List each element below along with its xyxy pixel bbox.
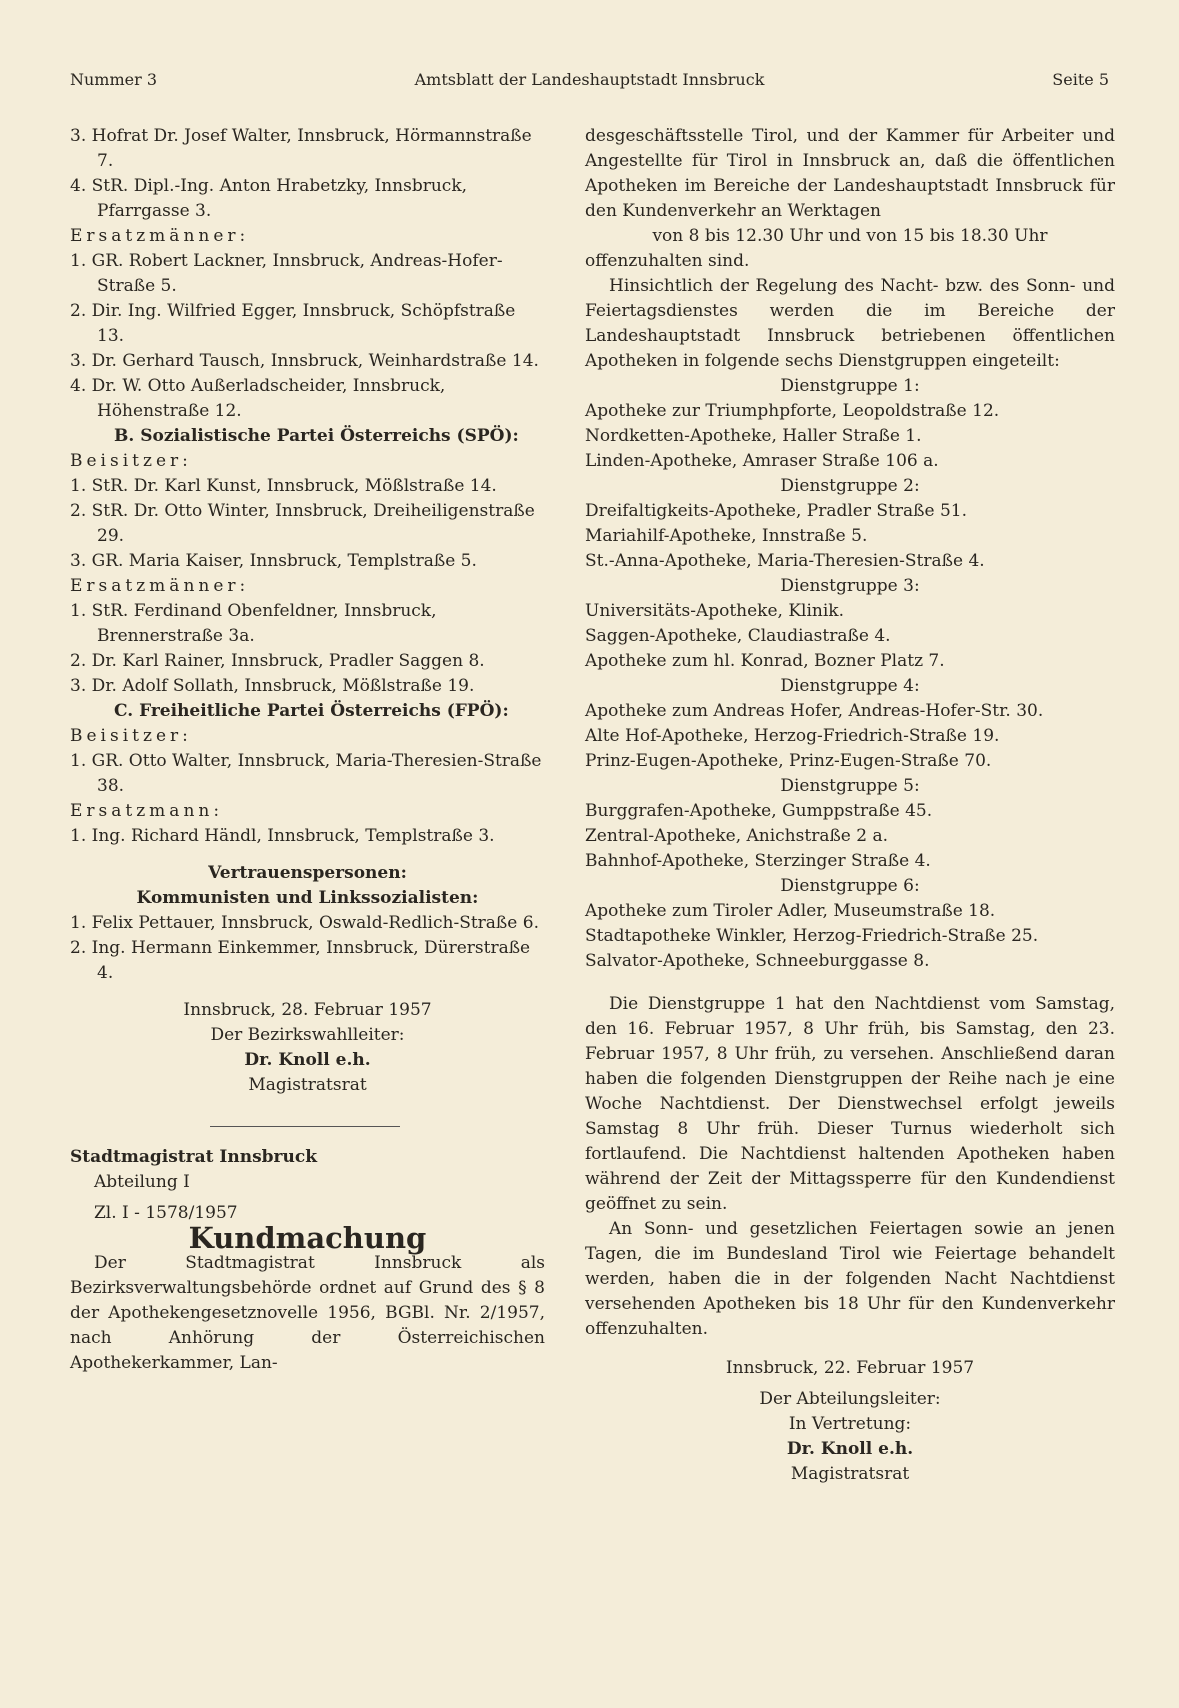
right-column xyxy=(585,124,1115,1487)
publication-title: Amtsblatt der Landeshauptstadt Innsbruck xyxy=(414,70,765,89)
section-label: Ersatzmänner: xyxy=(70,226,250,246)
pharmacy-entry: Saggen-Apotheke, Claudiastraße 4. xyxy=(585,626,891,646)
list-item: 4. StR. Dipl.-Ing. Anton Hrabetzky, Innsbruck, Pfarrgasse 3. xyxy=(70,176,468,221)
left-column xyxy=(70,124,545,1376)
list-item: 1. GR. Otto Walter, Innsbruck, Maria-Theresien-Straße 38. xyxy=(70,751,542,796)
signer-sub: In Vertretung: xyxy=(788,1414,912,1434)
section-label: Beisitzer: xyxy=(70,726,192,746)
party-heading: C. Freiheitliche Partei Österreichs (FPÖ): xyxy=(114,701,509,721)
section-subheading: Kommunisten und Linkssozialisten: xyxy=(136,888,479,908)
group-title: Dienstgruppe 2: xyxy=(780,476,920,496)
office-name: Stadtmagistrat Innsbruck xyxy=(70,1147,317,1167)
service-group-3 xyxy=(585,574,1115,674)
group-title: Dienstgruppe 1: xyxy=(780,376,920,396)
group-title: Dienstgruppe 4: xyxy=(780,676,920,696)
pharmacy-entry: Apotheke zum Tiroler Adler, Museumstraße 18. xyxy=(585,901,996,921)
pharmacy-entry: Universitäts-Apotheke, Klinik. xyxy=(585,601,845,621)
list-item: 1. Felix Pettauer, Innsbruck, Oswald-Redlich-Straße 6. xyxy=(70,913,539,933)
pharmacy-entry: Dreifaltigkeits-Apotheke, Pradler Straße 51. xyxy=(585,501,967,521)
pharmacy-entry: Apotheke zum hl. Konrad, Bozner Platz 7. xyxy=(585,651,945,671)
issue-number: Nummer 3 xyxy=(70,70,158,89)
list-item: 3. Dr. Gerhard Tausch, Innsbruck, Weinhardstraße 14. xyxy=(70,351,539,371)
service-group-2 xyxy=(585,474,1115,574)
page-number: Seite 5 xyxy=(1052,70,1109,89)
section-heading: Vertrauenspersonen: xyxy=(208,863,407,883)
pharmacy-entry: St.-Anna-Apotheke, Maria-Theresien-Straße 4. xyxy=(585,551,985,571)
department: Abteilung I xyxy=(94,1172,190,1192)
night-service-text: Hinsichtlich der Regelung des Nacht- bzw. des Sonn- und Feiertagsdienstes werden die im Bereiche der Landeshauptstadt Innsbruck betriebenen öffentlichen Apotheken in folgende sechs Dienstgruppen eingeteilt: xyxy=(585,276,1115,371)
pharmacy-entry: Linden-Apotheke, Amraser Straße 106 a. xyxy=(585,451,939,471)
list-item: 1. Ing. Richard Händl, Innsbruck, Templstraße 3. xyxy=(70,826,495,846)
list-item: 2. Dr. Karl Rainer, Innsbruck, Pradler Saggen 8. xyxy=(70,651,485,671)
notice-body-continued: desgeschäftsstelle Tirol, und der Kammer für Arbeiter und Angestellte für Tirol in Innsbruck an, daß die öffentlichen Apotheken im Bereiche der Landeshauptstadt Innsbruck für den Kundenverkehr an Werktagen xyxy=(585,126,1115,221)
party-heading: B. Sozialistische Partei Österreichs (SPÖ): xyxy=(114,426,519,446)
service-group-1 xyxy=(585,374,1115,474)
service-group-4 xyxy=(585,674,1115,774)
group-title: Dienstgruppe 6: xyxy=(780,876,920,896)
holiday-paragraph: An Sonn- und gesetzlichen Feiertagen sowie an jenen Tagen, die im Bundesland Tirol wie Feiertage behandelt werden, haben die in der folgenden Nacht Nachtdienst versehenden Apotheken bis 18 Uhr für den Kundenverkehr offenzuhalten. xyxy=(585,1219,1115,1339)
divider xyxy=(210,1126,400,1127)
group-title: Dienstgruppe 3: xyxy=(780,576,920,596)
notice-title: Kundmachung xyxy=(188,1221,427,1255)
pharmacy-entry: Apotheke zum Andreas Hofer, Andreas-Hofer-Str. 30. xyxy=(585,701,1044,721)
list-item: 3. Hofrat Dr. Josef Walter, Innsbruck, Hörmannstraße 7. xyxy=(70,126,532,171)
service-group-5 xyxy=(585,774,1115,874)
signer-name: Dr. Knoll e.h. xyxy=(786,1439,914,1459)
pharmacy-entry: Mariahilf-Apotheke, Innstraße 5. xyxy=(585,526,868,546)
signer-role: Der Bezirkswahlleiter: xyxy=(210,1025,405,1045)
list-item: 2. Ing. Hermann Einkemmer, Innsbruck, Dürerstraße 4. xyxy=(70,938,531,983)
rotation-paragraph: Die Dienstgruppe 1 hat den Nachtdienst vom Samstag, den 16. Februar 1957, 8 Uhr früh, bis Samstag, den 23. Februar 1957, 8 Uhr früh, zu versehen. Anschließend daran haben die folgenden Dienstgruppen der Reihe nach je eine Woche Nachtdienst. Der Dienstwechsel erfolgt jeweils Samstag 8 Uhr früh. Dieser Turnus wiederholt sich fortlaufend. Die Nachtdienst haltenden Apotheken haben während der Zeit der Mittagssperre für den Kundendienst geöffnet zu sein. xyxy=(585,994,1115,1214)
section-label: Ersatzmann: xyxy=(70,801,224,821)
service-group-6 xyxy=(585,874,1115,974)
pharmacy-entry: Zentral-Apotheke, Anichstraße 2 a. xyxy=(585,826,889,846)
section-label: Beisitzer: xyxy=(70,451,192,471)
list-item: 2. StR. Dr. Otto Winter, Innsbruck, Dreiheiligenstraße 29. xyxy=(70,501,535,546)
list-item: 4. Dr. W. Otto Außerladscheider, Innsbruck, Höhenstraße 12. xyxy=(70,376,446,421)
signer-title: Magistratsrat xyxy=(790,1464,910,1484)
date-line: Innsbruck, 22. Februar 1957 xyxy=(725,1358,975,1378)
pharmacy-entry: Stadtapotheke Winkler, Herzog-Friedrich-Straße 25. xyxy=(585,926,1039,946)
notice-body: Der Stadtmagistrat Innsbruck als Bezirksverwaltungsbehörde ordnet auf Grund des § 8 der Apothekengesetznovelle 1956, BGBl. Nr. 2/1957, nach Anhörung der Österreichischen Apothekerkammer, Lan- xyxy=(70,1253,545,1373)
pharmacy-entry: Burggrafen-Apotheke, Gumppstraße 45. xyxy=(585,801,933,821)
date-line: Innsbruck, 28. Februar 1957 xyxy=(183,1000,432,1020)
list-item: 3. GR. Maria Kaiser, Innsbruck, Templstraße 5. xyxy=(70,551,477,571)
signer-role: Der Abteilungsleiter: xyxy=(759,1389,941,1409)
list-item: 1. GR. Robert Lackner, Innsbruck, Andreas-Hofer-Straße 5. xyxy=(70,251,503,296)
pharmacy-entry: Prinz-Eugen-Apotheke, Prinz-Eugen-Straße 70. xyxy=(585,751,992,771)
section-label: Ersatzmänner: xyxy=(70,576,250,596)
list-item: 2. Dir. Ing. Wilfried Egger, Innsbruck, Schöpfstraße 13. xyxy=(70,301,516,346)
list-item: 1. StR. Dr. Karl Kunst, Innsbruck, Mößlstraße 14. xyxy=(70,476,497,496)
pharmacy-entry: Apotheke zur Triumphpforte, Leopoldstraße 12. xyxy=(585,401,1000,421)
pharmacy-entry: Bahnhof-Apotheke, Sterzinger Straße 4. xyxy=(585,851,931,871)
pharmacy-entry: Salvator-Apotheke, Schneeburggasse 8. xyxy=(585,951,930,971)
pharmacy-entry: Alte Hof-Apotheke, Herzog-Friedrich-Straße 19. xyxy=(585,726,1000,746)
list-item: 3. Dr. Adolf Sollath, Innsbruck, Mößlstraße 19. xyxy=(70,676,475,696)
opening-hours: von 8 bis 12.30 Uhr und von 15 bis 18.30 Uhr xyxy=(652,226,1048,246)
pharmacy-entry: Nordketten-Apotheke, Haller Straße 1. xyxy=(585,426,922,446)
signer-title: Magistratsrat xyxy=(248,1075,367,1095)
signer-name: Dr. Knoll e.h. xyxy=(244,1050,371,1070)
reference-number: Zl. I - 1578/1957 xyxy=(94,1203,238,1223)
opening-hours-end: offenzuhalten sind. xyxy=(585,251,750,271)
list-item: 1. StR. Ferdinand Obenfeldner, Innsbruck, Brennerstraße 3a. xyxy=(70,601,437,646)
group-title: Dienstgruppe 5: xyxy=(780,776,920,796)
